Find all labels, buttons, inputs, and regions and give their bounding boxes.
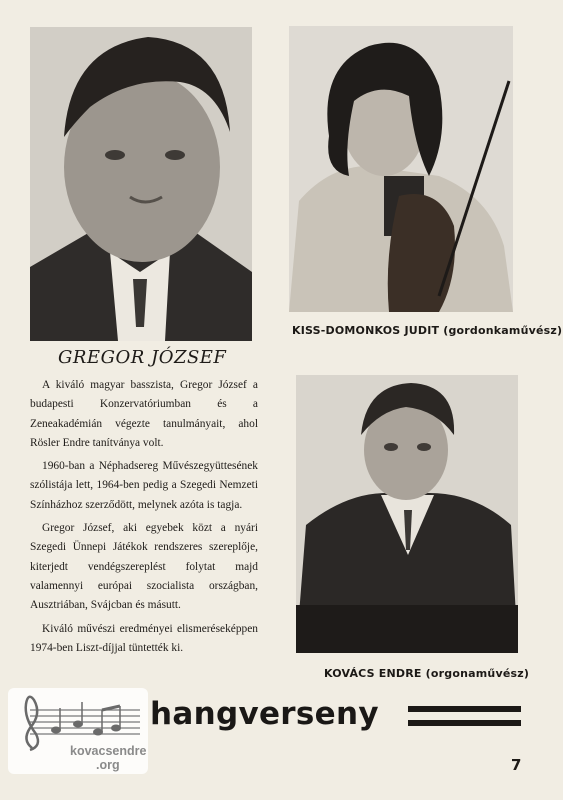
kovacs-endre-caption: KOVÁCS ENDRE (orgonaművész): [324, 667, 530, 680]
hangverseny-banner: hangverseny: [150, 696, 379, 732]
gregor-jozsef-photo: [30, 27, 252, 341]
article-paragraph: Kiváló művészi eredményei elismeréseképpen 1974-ben Liszt-díjjal tüntették ki.: [30, 622, 258, 654]
banner-stripe: [408, 706, 521, 712]
music-notes-icon: [8, 688, 148, 774]
kovacsendre-watermark-logo: [8, 688, 148, 774]
watermark-text: kovacsendre: [70, 744, 147, 758]
article-paragraph: 1960-ban a Néphadsereg Művészegyüttesének szólistája lett, 1964-ben pedig a Szegedi Nemzeti Színházhoz szerződött, melynek azóta is tagja.: [30, 460, 258, 511]
kiss-domonkos-judit-caption: KISS-DOMONKOS JUDIT (gordonkaművész): [292, 324, 563, 337]
article-paragraph: Gregor József, aki egyebek közt a nyári Szegedi Ünnepi Játékok rendszeres szereplője, kiterjedt vendégszereplést folytat majd valamennyi európai szocialista országban, Ausztriában, Svájcban és másutt.: [30, 522, 258, 612]
article-title: GREGOR JÓZSEF: [58, 347, 227, 368]
watermark-text: .org: [96, 758, 120, 772]
article-body: [30, 376, 258, 662]
kovacs-endre-photo: [296, 375, 518, 653]
article-paragraph: A kiváló magyar basszista, Gregor József a budapesti Konzervatóriumban és a Zeneakadémián végezte tanulmányait, ahol Rösler Endre tanítványa volt.: [30, 379, 258, 449]
kiss-domonkos-judit-photo: [289, 26, 513, 312]
page-number: 7: [511, 756, 522, 774]
banner-stripe: [408, 720, 521, 726]
